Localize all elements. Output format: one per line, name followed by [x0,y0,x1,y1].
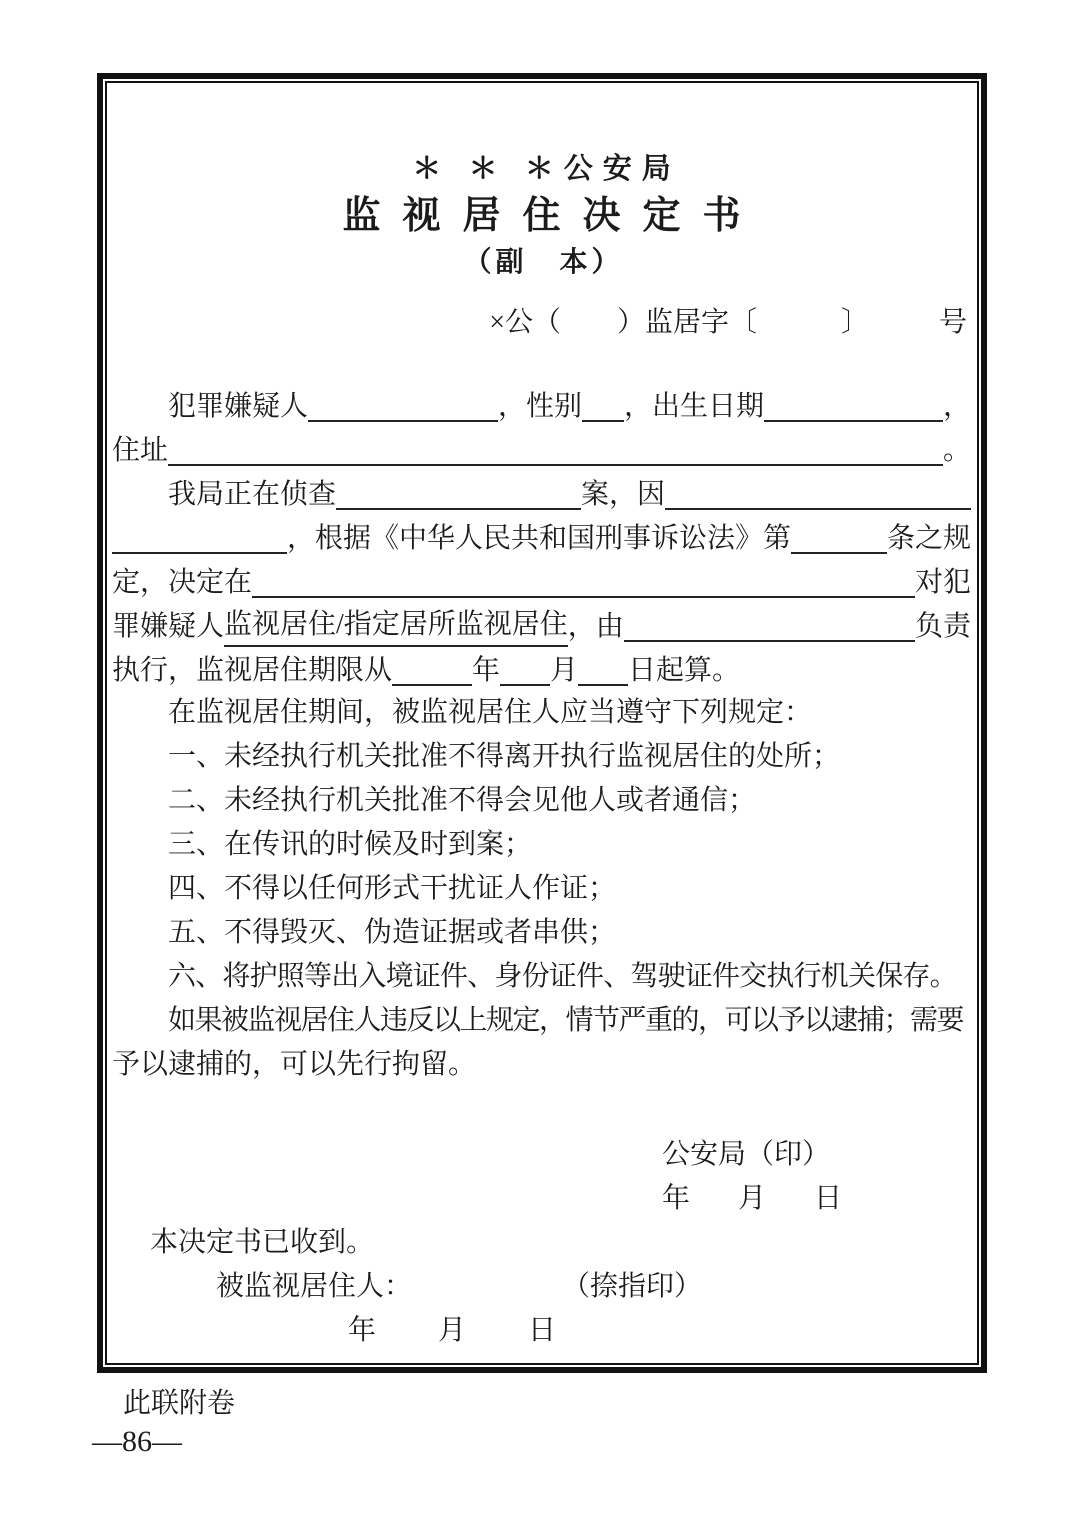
day-start-label: 日起算。 [628,655,741,686]
receipt-month-label: 月 [438,1315,467,1346]
signature-day-label: 日 [814,1183,843,1214]
rule-item-6: 六、将护照等出入境证件、身份证件、驾驶证件交执行机关保存。 [168,961,957,992]
surveillance-type-line [112,603,971,647]
fingerprint-label: （捺指印） [562,1271,703,1302]
signature-month-label: 月 [738,1183,767,1214]
case-because-label: 案，因 [581,479,666,510]
document-inner-border [105,81,979,1365]
attachment-note: 此联附卷 [123,1388,236,1419]
suspect-name-blank [308,420,498,422]
gender-blank [582,420,624,422]
copy-subtitle: （副 本） [463,247,624,278]
rules-intro: 在监视居住期间，被监视居住人应当遵守下列规定： [168,697,813,728]
document-number: ×公（ ）监居字〔 〕 号 [489,307,967,338]
reason-continue-blank [112,552,287,554]
surveillance-type-underlined: 监视居住/指定居所监视居住 [224,605,568,647]
start-month-blank [500,684,550,686]
decide-at-label: 定，决定在 [112,567,253,598]
reason-blank [665,508,971,510]
signature-year-label: 年 [662,1183,691,1214]
signature-block [112,1133,971,1221]
case-line [112,471,971,515]
executor-blank [624,640,915,642]
page-number: —86— [92,1425,182,1458]
article-suffix-label: 条之规 [886,523,971,554]
signature-date-line [662,1177,971,1221]
article-number-blank [791,552,887,554]
rule-item-3: 三、在传讯的时候及时到案； [168,829,533,860]
address-label: 住址 [112,435,169,466]
receipt-received-line: 本决定书已收到。 [150,1227,375,1258]
law-line [112,515,971,559]
document-body [112,383,971,1353]
birthdate-blank [764,420,943,422]
surveilled-person-label: 被监视居住人： [216,1271,413,1302]
decision-line [112,559,971,603]
birthdate-label: ，出生日期 [624,391,765,422]
receipt-year-label: 年 [348,1315,377,1346]
by-label: ，由 [567,611,624,642]
law-reference-label: ，根据《中华人民共和国刑事诉讼法》第 [287,523,792,554]
suspect-label: 犯罪嫌疑人 [168,391,309,422]
receipt-day-label: 日 [528,1315,557,1346]
period-line [112,647,971,691]
rule-item-4: 四、不得以任何形式干扰证人作证； [168,873,617,904]
responsible-label: 负责 [914,611,971,642]
rule-item-5: 五、不得毁灭、伪造证据或者串供； [168,917,617,948]
warning-line-1: 如果被监视居住人违反以上规定，情节严重的，可以予以逮捕；需要 [168,1005,964,1036]
document-border [97,73,987,1373]
start-year-blank [392,684,472,686]
address-blank [168,464,943,466]
suspect-info-line [112,383,971,427]
address-line [112,427,971,471]
rule-item-2: 二、未经执行机关批准不得会见他人或者通信； [168,785,757,816]
paragraph-indent [112,383,168,427]
warning-line-2: 予以逮捕的，可以先行拘留。 [112,1049,477,1080]
gender-label: ，性别 [498,391,583,422]
investigating-label: 我局正在侦查 [168,479,337,510]
location-blank [252,596,915,598]
paragraph-indent [112,471,168,515]
receipt-date-line [348,1309,971,1353]
month-label: 月 [550,655,579,686]
toward-suspect-label: 对犯 [914,567,971,598]
case-name-blank [336,508,581,510]
start-day-blank [578,684,628,686]
line1-comma: ， [942,391,971,422]
receipt-block [112,1221,971,1353]
agency-seal-line [662,1133,971,1177]
line2-period: 。 [942,435,971,466]
period-label: 执行，监视居住期限从 [112,655,393,686]
rule-item-1: 一、未经执行机关批准不得离开执行监视居住的处所； [168,741,841,772]
document-title: 监视居住决定书 [342,195,763,237]
agency-seal-label: 公安局（印） [662,1139,831,1170]
agency-stars-line: ＊ ＊ ＊公安局 [412,153,681,185]
suspect-continue-label: 罪嫌疑人 [112,611,225,642]
year-label: 年 [472,655,501,686]
receipt-person-line [216,1265,971,1309]
